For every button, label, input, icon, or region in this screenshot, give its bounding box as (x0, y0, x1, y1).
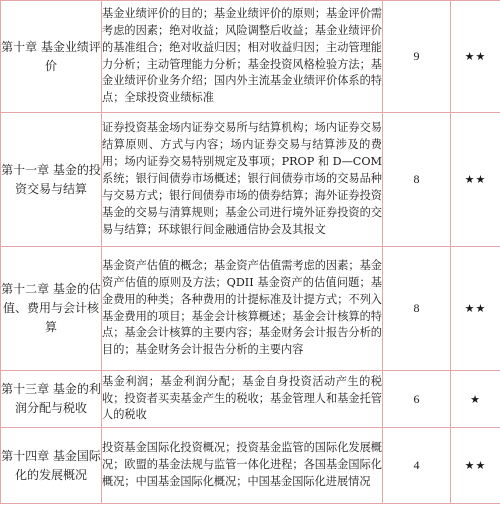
chapter-cell (1, 371, 102, 428)
content-cell (102, 371, 383, 428)
content-cell (102, 247, 383, 371)
chapter-content: 投资基金国际化投资概况；投资基金监管的国际化发展概况；欧盟的基金法规与监管一体化进程；各国基金国际化概况；中国基金国际化概况；中国基金国际化进展情况 (102, 441, 382, 488)
chapter-content: 基金业绩评价的目的；基金业绩评价的原则；基金评价需考虑的因素；绝对收益；风险调整后收益；基金业绩评价的基准组合；绝对收益归因；相对收益归因；主动管理能力分析；主动管理能力分析；基金投资风格检验方法；基金业绩评价业务介绍；国内外主流基金业绩评价体系的特点；全球投资业绩标准 (102, 6, 382, 105)
chapter-content: 基金利润；基金利润分配；基金自身投资活动产生的税收；投资者买卖基金产生的税收；基金管理人和基金托管人的税收 (102, 374, 382, 422)
importance-stars: ★★ (451, 428, 500, 504)
hours-cell: 4 (383, 428, 451, 504)
importance-stars: ★ (451, 371, 500, 428)
chapter-cell (1, 247, 102, 371)
chapter-cell (1, 428, 102, 504)
content-cell (102, 428, 383, 504)
table-row (1, 247, 500, 371)
importance-stars: ★★ (451, 1, 500, 113)
chapter-content: 证券投资基金场内证券交易所与结算机构；场内证券交易结算原则、方式与内容；场内证券交易与结算涉及的费用；场内证券交易特别规定及事项；PROP 和 D—COM 系统；银行间债券市场概述；银行间债券市场的交易品种与交易方式；银行间债券市场的债券结算；海外证券投资基金的交易与清算规则；基金公司进行境外证券投资的交易与结算；环球银行间金融通信协会及其报文 (102, 121, 382, 236)
importance-stars: ★★ (451, 247, 500, 371)
chapter-content: 基金资产估值的概念；基金资产估值需考虑的因素；基金资产估值的原则及方法；QDII 基金资产的估值问题；基金费用的种类；各种费用的计提标准及计提方式；不列入基金费用的项目；基金会计核算概述；基金会计核算的特点；基金会计核算的主要内容；基金财务会计报告分析的目的；基金财务会计报告分析的主要内容 (102, 258, 382, 357)
chapter-title: 第十三章 基金的利润分配与税收 (1, 382, 101, 415)
hours-cell: 6 (383, 371, 451, 428)
table-row (1, 371, 500, 428)
content-cell (102, 113, 383, 247)
importance-stars: ★★ (451, 113, 500, 247)
table-row (1, 428, 500, 504)
chapter-title: 第十章 基金业绩评价 (1, 39, 101, 73)
chapter-cell (1, 113, 102, 247)
hours-cell: 8 (383, 113, 451, 247)
chapter-title: 第十一章 基金的投资交易与结算 (1, 162, 101, 196)
hours-cell: 9 (383, 1, 451, 113)
chapter-title: 第十二章 基金的估值、费用与会计核算 (1, 282, 101, 334)
chapter-cell (1, 1, 102, 113)
content-cell (102, 1, 383, 113)
chapter-title: 第十四章 基金国际化的发展概况 (1, 448, 101, 482)
table-row (1, 1, 500, 113)
table-row (1, 113, 500, 247)
hours-cell: 8 (383, 247, 451, 371)
